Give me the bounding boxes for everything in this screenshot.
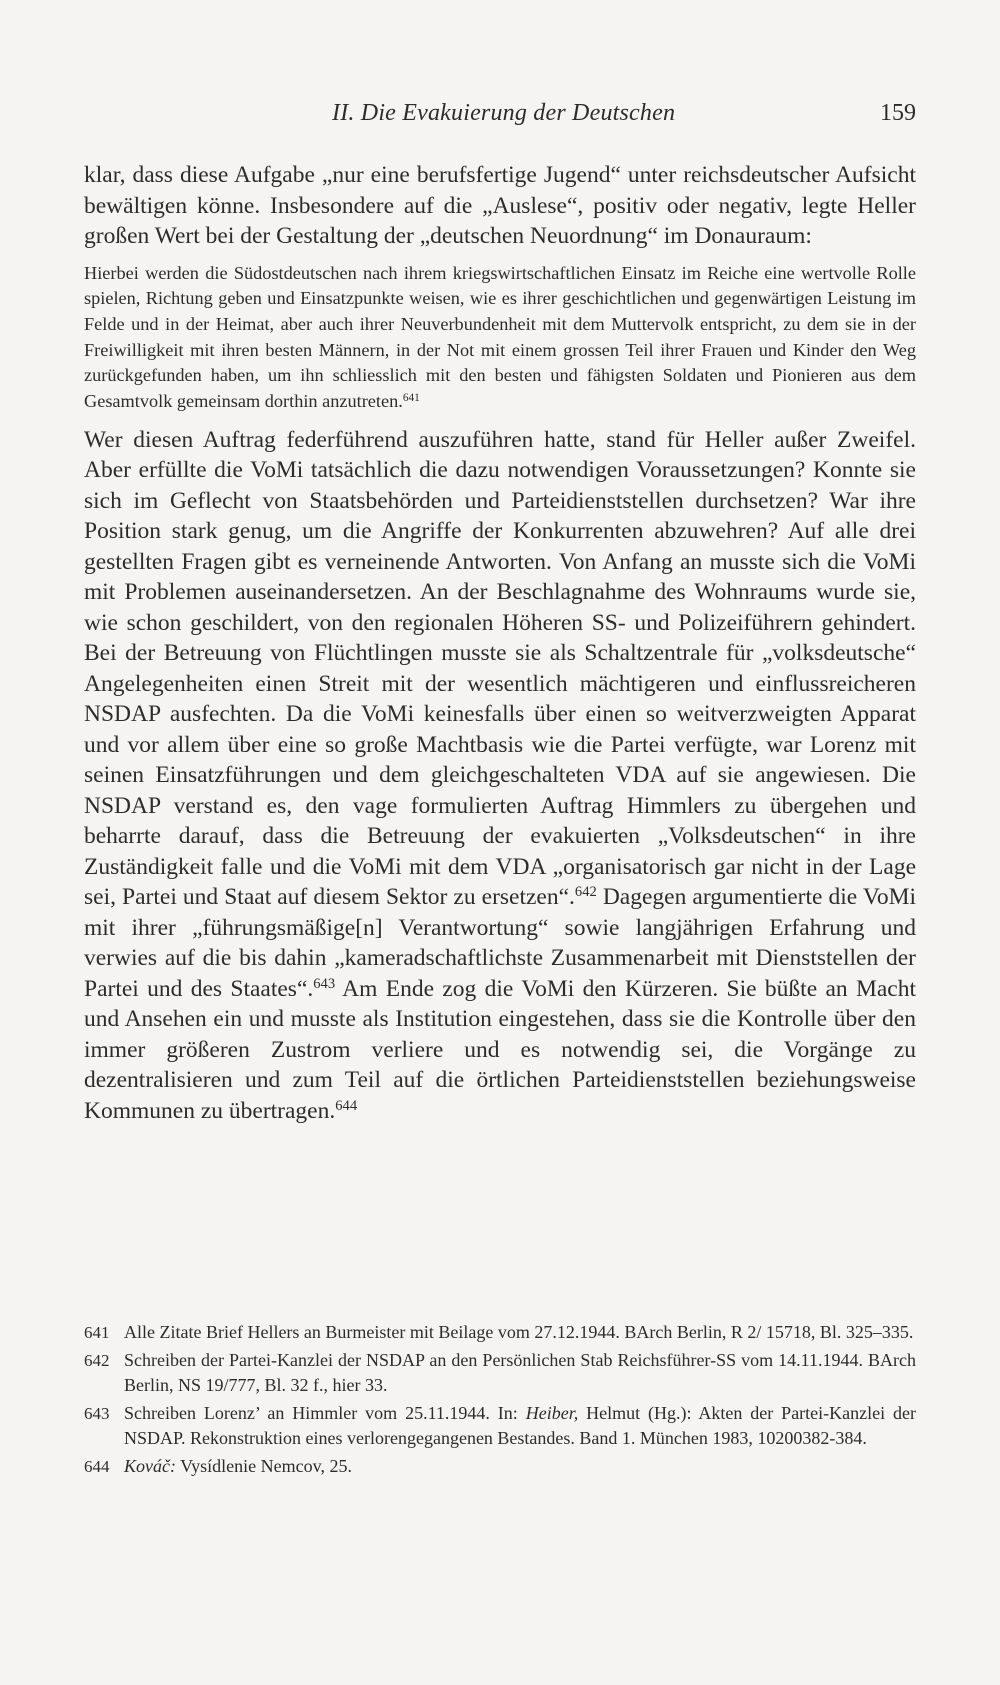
footnote-number: 643 bbox=[84, 1403, 110, 1423]
footnote-number: 641 bbox=[84, 1323, 110, 1342]
footnote-text-part2: Helmut (Hg.): Akten der Partei-Kanzlei der NSDAP. Rekonstruktion eines verlorengegangenen Bestandes. Band 1. München 1983, 10200382-384. bbox=[124, 1402, 917, 1449]
footnote-ref-642[interactable]: 642 bbox=[574, 884, 597, 901]
footnote-text bbox=[124, 1401, 916, 1452]
footnotes bbox=[84, 1320, 916, 1482]
chapter-title: II. Die Evakuierung der Deutschen bbox=[332, 100, 676, 126]
paragraph-analysis-part2: Dagegen argumentierte die VoMi mit ihrer „führungsmäßige[n] Verantwortung“ sowie langjährigen Erfahrung und verwies auf die bis dahin „kameradschaftlichste Zusammenarbeit mit Dienststellen der Partei und des Staates“. bbox=[84, 884, 916, 1002]
footnote-641 bbox=[84, 1320, 916, 1346]
footnote-text-part1: Vysídlenie Nemcov, 25. bbox=[175, 1455, 352, 1476]
footnote-text: Alle Zitate Brief Hellers an Burmeister mit Beilage vom 27.12.1944. BArch Berlin, R 2/ 15718, Bl. 325–335. bbox=[124, 1322, 914, 1342]
footnote-642 bbox=[84, 1348, 916, 1399]
footnote-ref-641[interactable]: 641 bbox=[402, 391, 420, 404]
book-page bbox=[84, 0, 916, 1685]
paragraph-analysis-part1: Wer diesen Auftrag federführend auszuführen hatte, stand für Heller außer Zweifel. Aber erfüllte die VoMi tatsächlich die dazu notwendigen Voraussetzungen? Konnte sie sich im Geflecht von Staatsbehörden und Parteidienststellen durchsetzen? War ihre Position stark genug, um die Angriffe der Konkurrenten abzuwehren? Auf alle drei gestellten Fragen gibt es verneinende Antworten. Von Anfang an musste sich die VoMi mit Problemen auseinandersetzen. An der Beschlagnahme des Wohnraums wurde sie, wie schon geschildert, von den regionalen Höheren SS- und Polizeiführern gehindert. Bei der Betreuung von Flüchtlingen musste sie als Schaltzentrale für „volksdeutsche“ Angelegenheiten einen Streit mit der wesentlich mächtigeren und einflussreicheren NSDAP ausfechten. Da die VoMi keinesfalls über einen so weitverzweigten Apparat und vor allem über eine so große Machtbasis wie die Partei verfügte, war Lorenz mit seinen Einsatzführungen und dem gleichgeschalteten VDA auf sie angewiesen. Die NSDAP verstand es, den vage formulierten Auftrag Himmlers zu übergehen und beharrte darauf, dass die Betreuung der evakuierten „Volksdeutschen“ in ihre Zuständigkeit falle und die VoMi mit dem VDA „organisatorisch gar nicht in der Lage sei, Partei und Staat auf diesem Sektor zu ersetzen“. bbox=[84, 426, 916, 911]
footnote-text-part1: Schreiben Lorenz’ an Himmler vom 25.11.1944. In: bbox=[124, 1402, 526, 1423]
running-header bbox=[84, 100, 916, 140]
footnote-number: 644 bbox=[84, 1456, 110, 1476]
footnote-text bbox=[124, 1454, 916, 1480]
footnote-text: Schreiben der Partei-Kanzlei der NSDAP an den Persönlichen Stab Reichsführer-SS vom 14.11.1944. BArch Berlin, NS 19/777, Bl. 32 f., hier 33. bbox=[124, 1349, 916, 1396]
footnote-author: Heiber, bbox=[525, 1402, 579, 1423]
footnote-author: Kováč: bbox=[124, 1455, 176, 1476]
paragraph-analysis bbox=[84, 425, 916, 1127]
block-quote bbox=[84, 261, 916, 415]
footnote-643 bbox=[84, 1401, 916, 1452]
page-number: 159 bbox=[880, 100, 916, 126]
main-text bbox=[84, 160, 916, 1126]
block-quote-text: Hierbei werden die Südostdeutschen nach ihrem kriegswirtschaftlichen Einsatz im Reiche eine wertvolle Rolle spielen, Richtung geben und Einsatzpunkte weisen, wie es ihrer geschichtlichen und gegenwärtigen Leistung im Felde und in der Heimat, aber auch ihrer Neuverbundenheit mit dem Muttervolk entspricht, zu dem sie in der Freiwilligkeit mit ihren besten Männern, in der Not mit einem grossen Teil ihrer Frauen und Kinder den Weg zurückgefunden haben, um ihn schliesslich mit den besten und fähigsten Soldaten und Pionieren aus dem Gesamtvolk gemeinsam dorthin anzutreten. bbox=[84, 262, 916, 412]
footnote-number: 642 bbox=[84, 1350, 110, 1370]
footnote-644 bbox=[84, 1454, 916, 1480]
footnote-ref-644[interactable]: 644 bbox=[335, 1097, 358, 1114]
paragraph-analysis-part3: Am Ende zog die VoMi den Kürzeren. Sie büßte an Macht und Ansehen ein und musste als Institution eingestehen, dass sie die Kontrolle über den immer größeren Zustrom verliere und es notwendig sei, die Vorgänge zu dezentralisieren und zum Teil auf die örtlichen Parteidienststellen beziehungsweise Kommunen zu übertragen. bbox=[84, 975, 916, 1124]
paragraph-intro: klar, dass diese Aufgabe „nur eine berufsfertige Jugend“ unter reichsdeutscher Aufsicht bewältigen könne. Insbesondere auf die „Auslese“, positiv oder negativ, legte Heller großen Wert bei der Gestaltung der „deutschen Neuordnung“ im Donauraum: bbox=[84, 162, 916, 249]
footnote-ref-643[interactable]: 643 bbox=[313, 975, 336, 992]
